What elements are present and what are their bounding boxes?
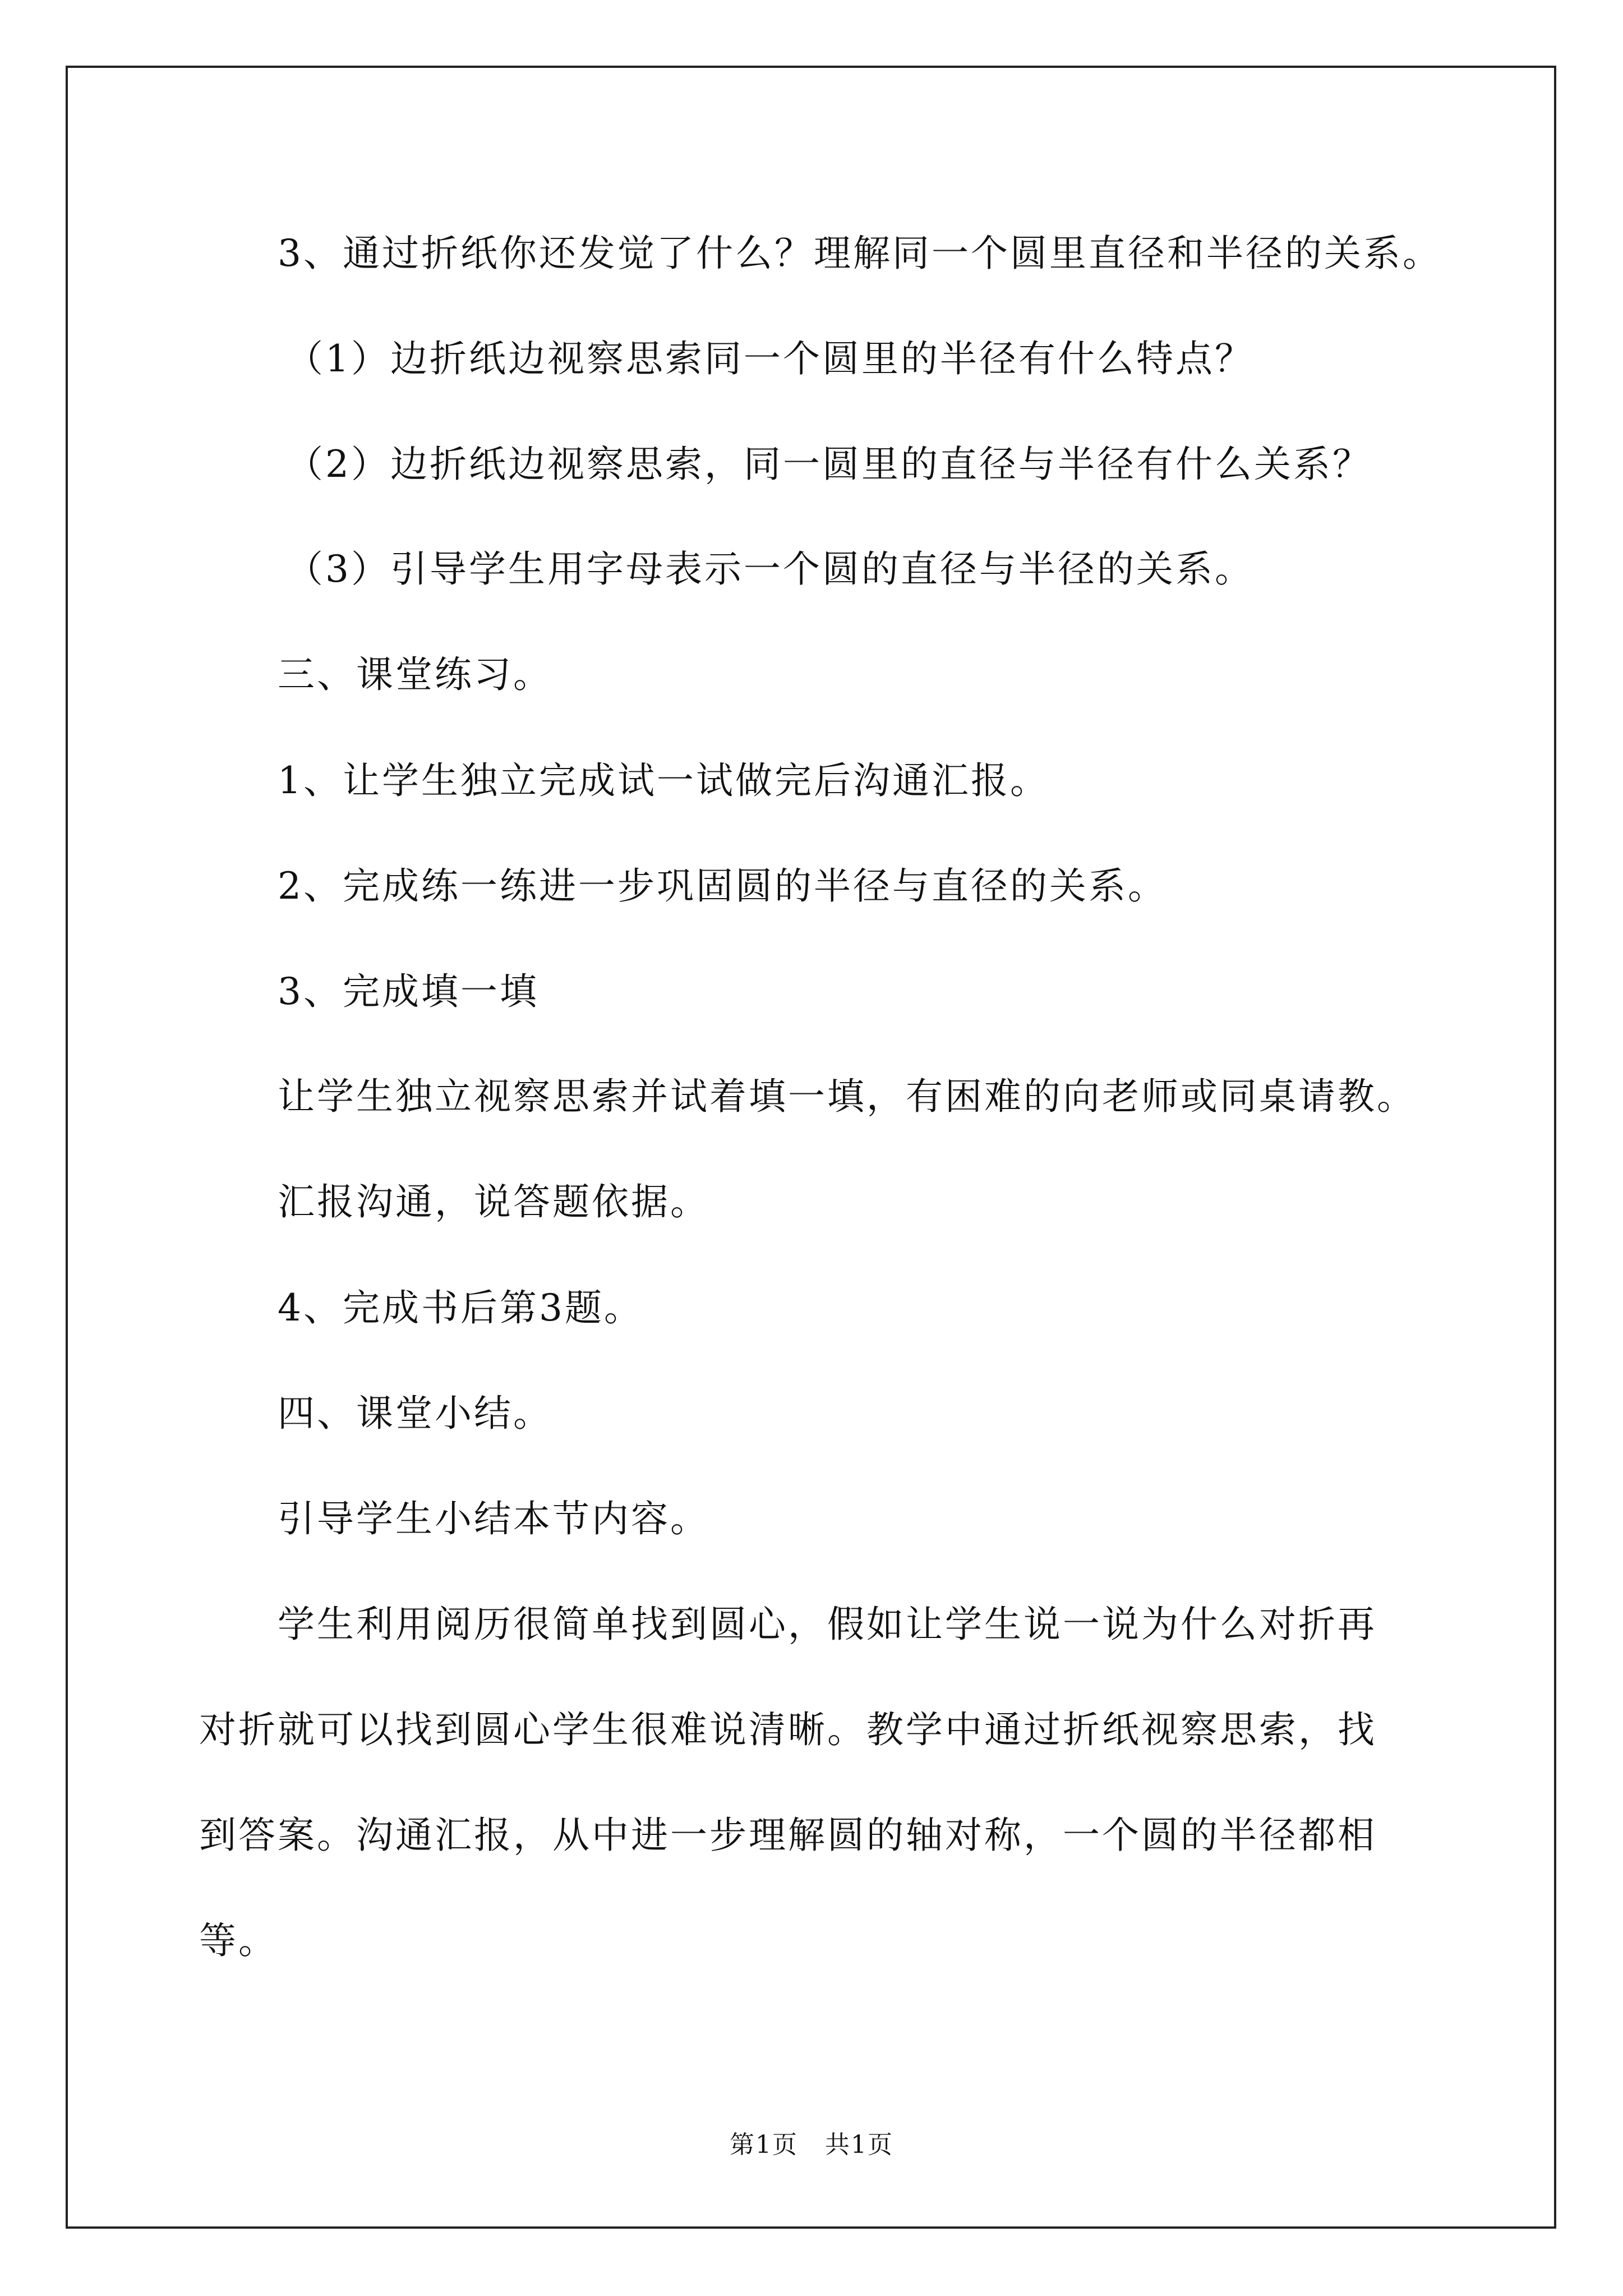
section-heading: 三、课堂练习。 [278, 653, 552, 696]
text-line: 1、让学生独立完成试一试做完后沟通汇报。 [278, 759, 1049, 802]
paragraph-line: 到答案。沟通汇报，从中进一步理解圆的轴对称，一个圆的半径都相 [199, 1814, 1377, 1857]
paragraph-line: 对折就可以找到圆心学生很难说清晰。教学中通过折纸视察思索，找 [199, 1708, 1377, 1751]
text-line: （3）引导学生用字母表示一个圆的直径与半径的关系。 [286, 547, 1254, 591]
paragraph-line: 等。 [199, 1919, 278, 1962]
section-heading: 四、课堂小结。 [278, 1392, 552, 1435]
page-number: 第1页 [730, 2131, 798, 2159]
paragraph-line: 学生利用阅历很简单找到圆心，假如让学生说一说为什么对折再 [278, 1603, 1377, 1646]
page-footer [0, 2129, 1623, 2161]
text-line: 引导学生小结本节内容。 [278, 1497, 709, 1540]
text-line: 让学生独立视察思索并试着填一填，有困难的向老师或同桌请教。 [278, 1075, 1416, 1118]
text-line: 汇报沟通，说答题依据。 [278, 1180, 709, 1223]
text-line: 3、完成填一填 [278, 970, 539, 1013]
text-line: （2）边折纸边视察思索，同一圆里的直径与半径有什么关系？ [286, 443, 1372, 486]
text-line: 4、完成书后第3题。 [278, 1286, 643, 1329]
text-line: 3、通过折纸你还发觉了什么？理解同一个圆里直径和半径的关系。 [278, 232, 1442, 275]
page-total: 共1页 [825, 2131, 893, 2159]
text-line: （1）边折纸边视察思索同一个圆里的半径有什么特点？ [286, 337, 1254, 380]
text-line: 2、完成练一练进一步巩固圆的半径与直径的关系。 [278, 864, 1167, 908]
